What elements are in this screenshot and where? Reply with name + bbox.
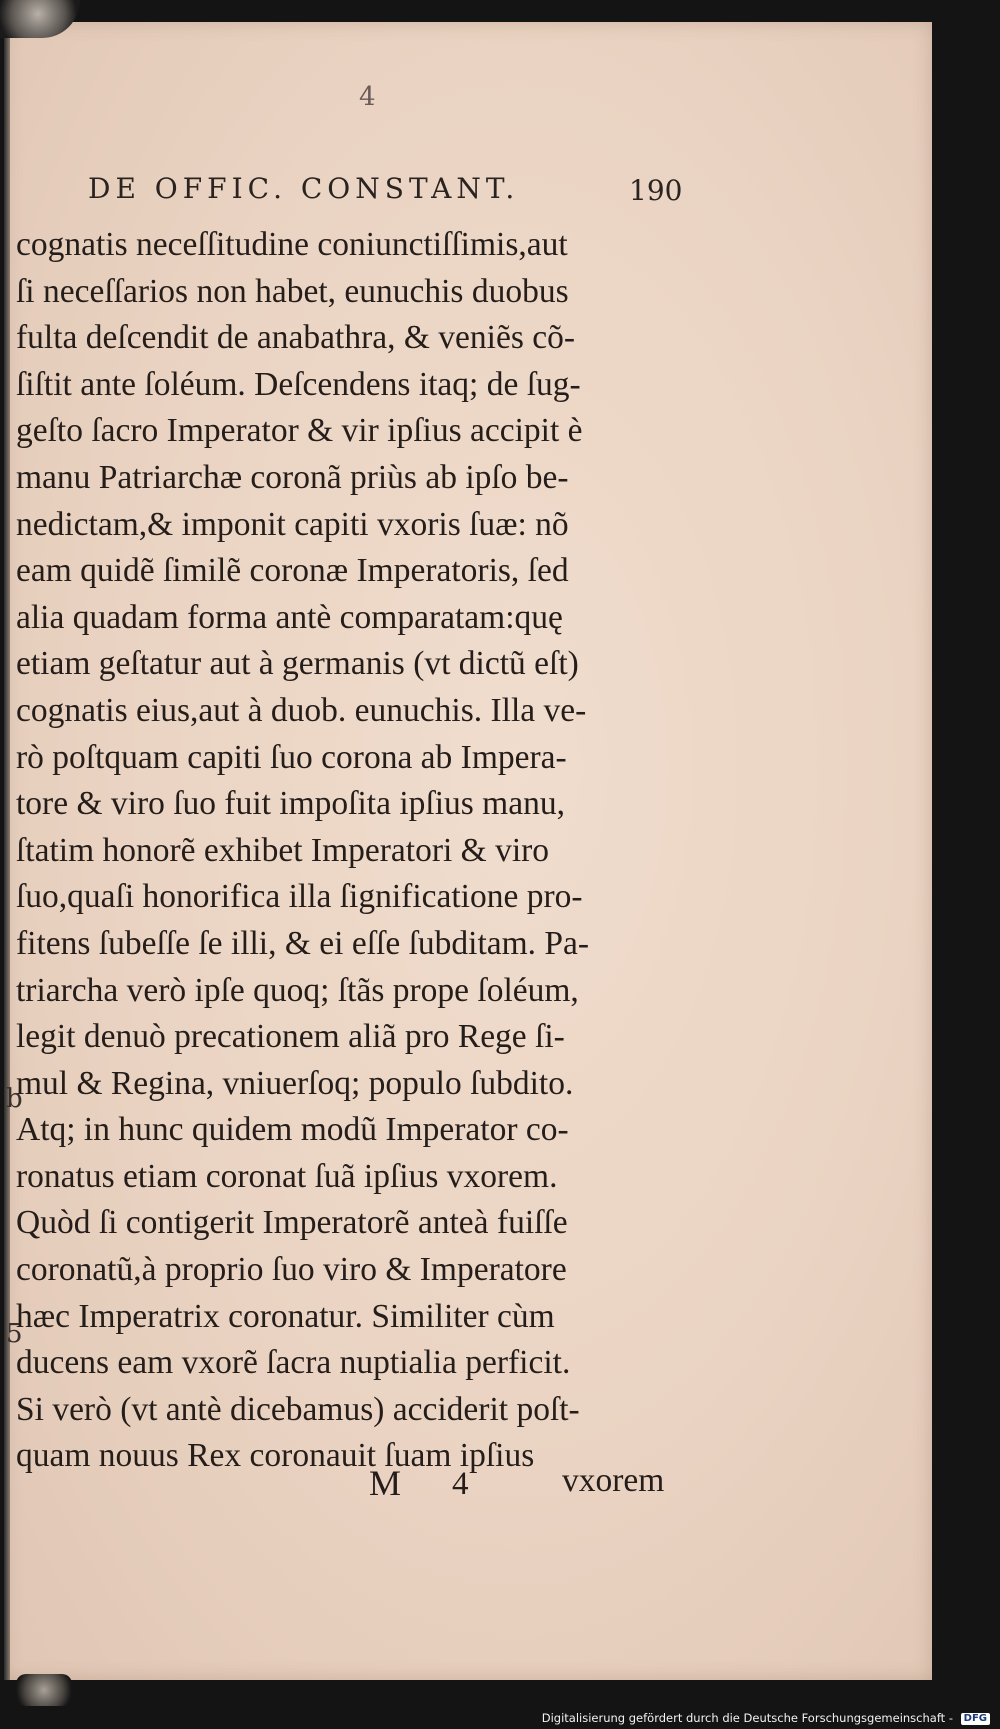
- text-line: Si verò (vt antè dicebamus) acciderit poſt-: [16, 1390, 580, 1428]
- text-line: nedictam,& imponit capiti vxoris ſuæ: nõ: [16, 505, 569, 543]
- text-line: cognatis neceſſitudine coniunctiſſimis,aut: [16, 226, 568, 263]
- text-line: rò poſtquam capiti ſuo corona ab Impera-: [16, 738, 567, 776]
- text-line: fulta deſcendit de anabathra, & veniẽs cõ-: [16, 319, 576, 357]
- text-line: eam quidẽ ſimilẽ coronæ Imperatoris, ſed: [16, 552, 569, 590]
- text-line: mul & Regina, vniuerſoq; populo ſubdito.: [16, 1064, 574, 1102]
- text-line: legit denuò precationem aliã pro Rege ſi-: [16, 1018, 565, 1056]
- margin-mark: 5: [6, 1319, 23, 1349]
- text-line: hæc Imperatrix coronatur. Similiter cùm: [16, 1297, 555, 1335]
- folio-number: 190: [629, 174, 683, 207]
- text-line: ronatus etiam coronat ſuã ipſius vxorem.: [16, 1157, 558, 1195]
- text-line: fitens ſubeſſe ſe illi, & ei eſſe ſubditam. Pa-: [16, 924, 590, 962]
- text-line: Quòd ſi contigerit Imperatorẽ anteà fuiſſe: [16, 1204, 568, 1242]
- text-line: triarcha verò ipſe quoq; ſtãs prope ſoléum,: [16, 971, 579, 1009]
- book-page: [4, 22, 932, 1680]
- body-text: [16, 222, 686, 1480]
- margin-mark: b: [6, 1084, 23, 1114]
- catchword: vxorem: [562, 1462, 665, 1499]
- dfg-logo: DFG: [961, 1713, 990, 1725]
- text-line: Atq; in hunc quidem modũ Imperator co-: [16, 1111, 569, 1149]
- running-head: DE OFFIC. CONSTANT.: [88, 172, 520, 205]
- credit-text: Digitalisierung gefördert durch die Deutsche Forschungsgemeinschaft -: [541, 1711, 953, 1725]
- text-line: alia quadam forma antè comparatam:quę: [16, 598, 563, 636]
- text-line: ſi neceſſarios non habet, eunuchis duobus: [16, 272, 569, 310]
- text-line: tore & viro ſuo fuit impoſita ipſius manu,: [16, 785, 565, 823]
- signature-mark: M: [369, 1463, 402, 1503]
- page-edge: [4, 22, 10, 1680]
- digitization-credit: [542, 1711, 990, 1725]
- text-line: coronatũ,à proprio ſuo viro & Imperatore: [16, 1251, 567, 1289]
- text-line: manu Patriarchæ coronã priùs ab ipſo be-: [16, 458, 569, 496]
- text-line: cognatis eius,aut à duob. eunuchis. Illa ve-: [16, 691, 587, 729]
- text-line: etiam geſtatur aut à germanis (vt dictũ eſt): [16, 645, 579, 683]
- text-line: geſto ſacro Imperator & vir ipſius accipit è: [16, 412, 583, 450]
- signature-number: 4: [452, 1466, 469, 1502]
- text-line: ducens eam vxorẽ ſacra nuptialia perficit.: [16, 1344, 571, 1382]
- pencil-mark: 4: [359, 82, 376, 112]
- text-line: quam nouus Rex coronauit ſuam ipſius: [16, 1437, 535, 1475]
- binding-clip: [16, 1674, 72, 1706]
- text-line: ſtatim honorẽ exhibet Imperatori & viro: [16, 831, 550, 869]
- text-line: ſiſtit ante ſoléum. Deſcendens itaq; de ſug-: [16, 365, 581, 403]
- text-line: ſuo,quaſi honorifica illa ſignificatione pro-: [16, 878, 583, 916]
